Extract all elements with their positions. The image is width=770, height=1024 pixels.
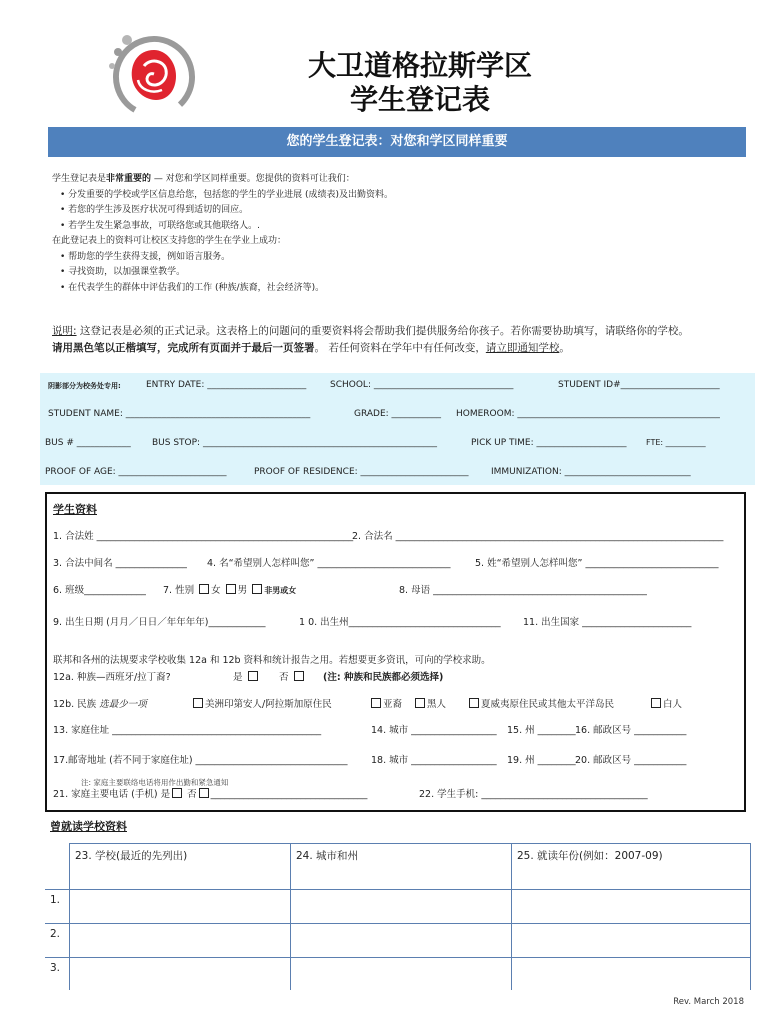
grade-level-field[interactable]: 6. 班级_____________ [53, 585, 146, 596]
birth-date-field[interactable]: 9. 出生日期 (月月／日日／年年年年)____________ [53, 617, 266, 628]
row-number: 3. [45, 958, 70, 990]
mailing-state-field[interactable]: 19. 州 ________ [507, 755, 576, 766]
race-white-checkbox[interactable] [651, 698, 661, 708]
birth-country-field[interactable]: 11. 出生国家 _______________________ [523, 617, 692, 628]
female-checkbox[interactable] [199, 584, 209, 594]
phone-note: 注: 家庭主要联络电话将用作出勤和紧急通知 [81, 778, 229, 787]
years-cell[interactable] [512, 890, 751, 924]
bus-number-field[interactable]: BUS # ____________ [45, 438, 131, 448]
intro-line1-pre: 学生登记表是 [52, 174, 107, 184]
mailing-city-field[interactable]: 18. 城市 __________________ [371, 755, 497, 766]
mailing-address-field[interactable]: 17.邮寄地址 (若不同于家庭住址) ________________________________ [53, 755, 348, 766]
district-logo [108, 30, 196, 122]
hispanic-no-option[interactable]: 否 [279, 669, 306, 683]
importance-banner: 您的学生登记表：对您和学区同样重要 [48, 127, 746, 157]
ethnicity-question: 12a. 种族—西班牙/拉丁裔? [53, 672, 171, 683]
intro-line1-bold: 非常重要的 [106, 174, 152, 184]
native-language-field[interactable]: 8. 母语 _____________________________________________ [399, 585, 647, 596]
fte-field[interactable]: FTE: __________ [646, 438, 706, 447]
ethnicity-required-note: (注: 种族和民族都必须选择) [323, 672, 444, 683]
race-option-pacific[interactable]: 夏威夷原住民或其他太平洋岛民 [467, 696, 614, 710]
race-option-white[interactable]: 白人 [649, 696, 682, 710]
student-info-heading: 学生资料 [53, 503, 97, 516]
city-state-column-header: 24. 城市和州 [291, 844, 512, 890]
school-cell[interactable] [70, 924, 291, 958]
birth-state-field[interactable]: 1 0. 出生州________________________________ [299, 617, 501, 628]
grade-field[interactable]: GRADE: ___________ [354, 409, 442, 419]
proof-of-residence-field[interactable]: PROOF OF RESIDENCE: ________________________ [254, 467, 469, 477]
instructions-notice: 说明: 这登记表是必须的正式记录。这表格上的问题问的重要资料将会帮助我们提供服务给你孩子。若你需要协助填写，请联络你的学校。 请用黑色笔以正楷填写，完成所有页面并于最后一页签署。 若任何资料在学年中有任何改变，请立即通知学校。 [52, 325, 689, 354]
home-address-field[interactable]: 13. 家庭住址 ____________________________________________ [53, 725, 322, 736]
intro-text [52, 172, 742, 296]
intro-line2: 在此登记表上的资料可让校区支持您的学生在学业上成功： [52, 236, 287, 246]
race-option-black[interactable]: 黑人 [413, 696, 446, 710]
row-number: 2. [45, 924, 70, 958]
race-asian-checkbox[interactable] [371, 698, 381, 708]
city-state-cell[interactable] [291, 924, 512, 958]
mailing-zip-field[interactable]: 20. 邮政区号 ___________ [575, 755, 687, 766]
notice-label: 说明: [52, 325, 77, 337]
race-question: 12b. 民族 选最少一项 [53, 699, 147, 710]
years-cell[interactable] [512, 958, 751, 990]
preferred-first-name-field[interactable]: 4. 名“希望别人怎样叫您” ____________________________ [207, 558, 451, 569]
home-city-field[interactable]: 14. 城市 __________________ [371, 725, 497, 736]
office-use-label: 阴影部分为校务处专用: [48, 382, 121, 390]
bus-stop-field[interactable]: BUS STOP: ____________________________________________________ [152, 438, 437, 448]
phone-mobile-no-checkbox[interactable] [199, 788, 209, 798]
form-title: 学生登记表 [349, 83, 490, 116]
previous-schools-table [45, 843, 751, 990]
nonbinary-checkbox[interactable] [252, 584, 262, 594]
student-name-field[interactable]: STUDENT NAME: _________________________________________ [48, 409, 311, 419]
home-phone-field[interactable]: 21. 家庭主要电话 (手机) 是 否 _________________________________ [53, 789, 368, 800]
intro-line1-post: — 对您和学区同样重要。您提供的资料可让我们： [151, 174, 355, 184]
school-cell[interactable] [70, 890, 291, 924]
male-checkbox[interactable] [226, 584, 236, 594]
district-title: 大卫道格拉斯学区 [307, 49, 532, 82]
school-cell[interactable] [70, 958, 291, 990]
race-black-checkbox[interactable] [415, 698, 425, 708]
bullet-item: • 分发重要的学校或学区信息给您，包括您的学生的学业进展 (成绩表)及出勤资料。 [60, 189, 394, 200]
bullet-item: • 帮助您的学生获得支援，例如语言服务。 [60, 251, 231, 262]
home-zip-field[interactable]: 16. 邮政区号 ___________ [575, 725, 687, 736]
race-option-native[interactable]: 美洲印第安人/阿拉斯加原住民 [191, 696, 332, 710]
immunization-field[interactable]: IMMUNIZATION: ____________________________ [491, 467, 691, 477]
row-number: 1. [45, 890, 70, 924]
hispanic-yes-checkbox[interactable] [248, 671, 258, 681]
entry-date-field[interactable]: ENTRY DATE: ______________________ [146, 380, 307, 390]
student-cell-field[interactable]: 22. 学生手机: ___________________________________ [419, 789, 648, 800]
school-column-header: 23. 学校(最近的先列出) [70, 844, 291, 890]
phone-mobile-yes-checkbox[interactable] [172, 788, 182, 798]
years-cell[interactable] [512, 924, 751, 958]
gender-field: 7. 性别 女 男 非男或女 [163, 585, 297, 596]
bullet-item: • 若学生发生紧急事故，可联络您或其他联络人。. [60, 220, 261, 231]
table-row [45, 924, 751, 958]
hispanic-yes-option[interactable]: 是 [233, 669, 260, 683]
bullet-item: • 在代表学生的群体中评估我们的工作 (种族/族裔，社会经济等)。 [60, 282, 325, 293]
bullet-item: • 寻找资助，以加强课堂教学。 [60, 267, 186, 277]
legal-last-name-field[interactable]: 1. 合法姓 ______________________________________________________ [53, 531, 354, 542]
previous-schools-heading: 曾就读学校资料 [50, 820, 127, 833]
race-option-asian[interactable]: 亚裔 [369, 696, 402, 710]
home-state-field[interactable]: 15. 州 ________ [507, 725, 576, 736]
table-row [45, 958, 751, 990]
office-use-section [40, 373, 755, 485]
student-info-section [45, 492, 746, 812]
city-state-cell[interactable] [291, 890, 512, 924]
federal-law-note: 联邦和各州的法规要求学校收集 12a 和 12b 资料和统计报告之用。若想要更多资讯，可向的学校求助。 [53, 655, 491, 666]
preferred-last-name-field[interactable]: 5. 姓“希望别人怎样叫您” ____________________________ [475, 558, 719, 569]
legal-first-name-field[interactable]: 2. 合法名 _____________________________________________________________________ [352, 531, 724, 542]
years-column-header: 25. 就读年份(例如：2007-09) [512, 844, 751, 890]
hispanic-no-checkbox[interactable] [294, 671, 304, 681]
city-state-cell[interactable] [291, 958, 512, 990]
middle-name-field[interactable]: 3. 合法中间名 _______________ [53, 558, 187, 569]
student-id-field[interactable]: STUDENT ID#______________________ [558, 380, 720, 390]
homeroom-field[interactable]: HOMEROOM: _____________________________________________ [456, 409, 720, 419]
proof-of-age-field[interactable]: PROOF OF AGE: ________________________ [45, 467, 227, 477]
bullet-item: • 若您的学生涉及医疗状况可得到适切的回应。 [60, 205, 249, 215]
notice-bold: 请用黑色笔以正楷填写，完成所有页面并于最后一页签署 [52, 342, 315, 354]
table-corner [45, 844, 70, 890]
race-native-checkbox[interactable] [193, 698, 203, 708]
school-field[interactable]: SCHOOL: _______________________________ [330, 380, 514, 390]
revision-date: Rev. March 2018 [673, 997, 744, 1007]
gender-label: 7. 性别 [163, 585, 195, 596]
race-pacific-checkbox[interactable] [469, 698, 479, 708]
table-row [45, 890, 751, 924]
pickup-time-field[interactable]: PICK UP TIME: ____________________ [471, 438, 627, 448]
